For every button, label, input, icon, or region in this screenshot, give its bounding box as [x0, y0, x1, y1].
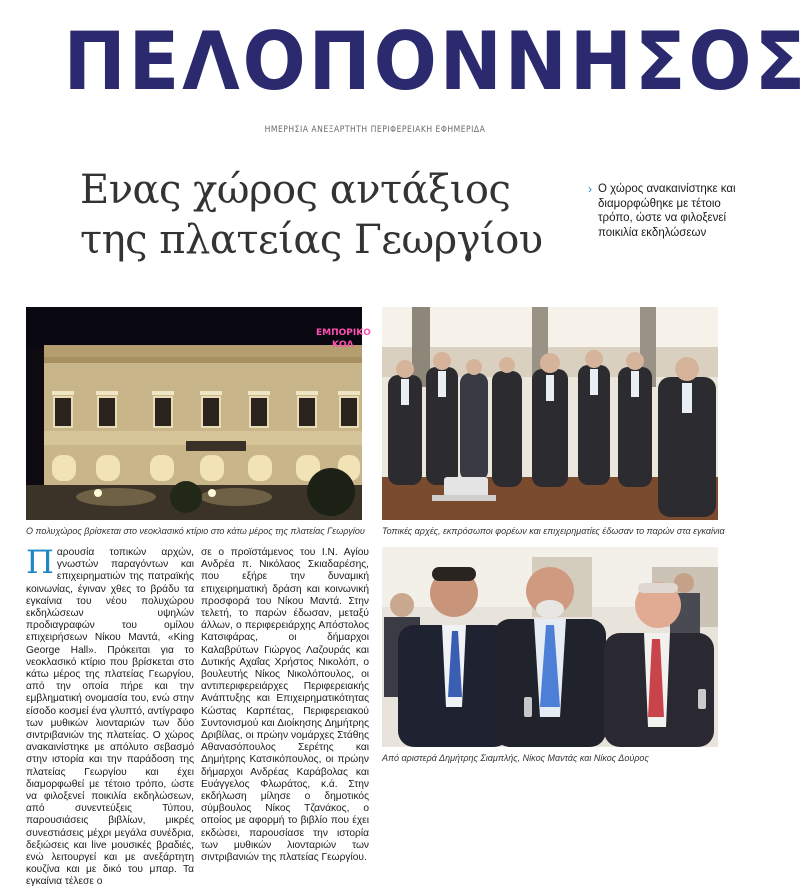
crowd-photo: [382, 307, 718, 520]
chevron-right-icon: ›: [588, 182, 592, 196]
portrait-photo: [382, 547, 718, 747]
crowd-illustration: [382, 307, 718, 520]
building-photo-caption: Ο πολυχώρος βρίσκεται στο νεοκλασικό κτίριο στο κάτω μέρος της πλατείας Γεωργίου: [26, 526, 365, 536]
neon-sign-line-1: ΕΜΠΟΡΙΚΟ: [316, 328, 371, 338]
newspaper-logo: ΠΕΛΟΠΟΝΝΗΣΟΣ: [63, 15, 808, 108]
article-body-column-2: σε ο προϊστάμενος του Ι.Ν. Αγίου Ανδρέα π. Νικόλαος Σκιαδαρέσης, που εξήρε την δυναμική επιχειρηματική δράση και κοινωνική προσφορά του Νίκου Μαντά. Στην τελετή, το παρών έδωσαν, μεταξύ άλλων, ο περιφερειάρχης Απόστολος Κατσιφάρας, οι δήμαρχοι Καλαβρύτων Γιώργος Λαζουράς και Δυτικής Αχαΐας Χρήστος Νικολόπ, ο βουλευτής Νίκος Νικολόπουλος, οι αντιπεριφερειάρχες Περιφερειακής Ανάπτυξης και Επιχειρηματικότητας Κώστας Καρπέτας, Περιφερειακού Συντονισμού και Διοίκησης Δημήτρης Δριβίλας, οι πρώην νομάρχες Στάθης Αθανασόπουλος Σερέτης και Δημήτρης Κατσικόπουλος, οι πρώην δήμαρχοι Ανδρέας Καράβολας και Ευάγγελος Φλωράτος, κ.ά. Στην εκδήλωση μίλησε ο δημοτικός σύμβουλος Νίκος Τζανάκος, ο οποίος με αφορμή το βιβλίο που έχει εκδώσει, παρουσίασε την ιστορία των μυθικών λιονταριών των σιντριβανιών της πλατείας Γεωργίου.: [201, 547, 369, 864]
neon-sign-line-2: ΚΟΛ: [332, 340, 354, 350]
masthead: [0, 0, 808, 150]
headline-line-2: της πλατείας Γεωργίου: [80, 217, 543, 263]
building-illustration: [26, 307, 371, 520]
newspaper-tagline: ΗΜΕΡΗΣΙΑ ΑΝΕΞΑΡΤΗΤΗ ΠΕΡΙΦΕΡΕΙΑΚΗ ΕΦΗΜΕΡΙΔΑ: [264, 125, 486, 135]
article-body-column-1: [26, 543, 194, 889]
building-photo: [26, 307, 371, 520]
pull-quote: [588, 182, 738, 240]
headline-line-1: Ενας χώρος αντάξιος: [80, 167, 511, 213]
crowd-photo-caption: Τοπικές αρχές, εκπρόσωποι φορέων και επιχειρηματίες έδωσαν το παρών στα εγκαίνια: [382, 526, 725, 536]
article-headline: [80, 165, 550, 265]
drop-cap: Π: [26, 543, 54, 581]
portrait-photo-caption: Από αριστερά Δημήτρης Σιαμπλής, Νίκος Μαντάς και Νίκος Δούρος: [382, 753, 649, 763]
article-body-text-1: αρουσία τοπικών αρχών, γνωστών παραγόντων και επιχειρηματιών της πατραϊκής κοινωνίας, έγιναν χθες το βράδυ τα εγκαίνια του νέου πολυχώρου εκδηλώσεων υψηλών προδιαγραφών του ομίλου επιχειρήσεων Νίκου Μαντά, «King George Hall». Πρόκειται για το νεοκλασικό κτίριο που βρίσκεται στο κάτω μέρος της πλατείας Γεωργίου, από την οποία πήρε και την εμβληματική ονομασία του, ενώ στην είσοδο κοσμεί ένα γλυπτό, αντίγραφο των μυθικών λιονταριών των δύο σιντριβανιών της πλατείας. Ο χώρος ανακαινίστηκε με απόλυτο σεβασμό στην ιστορία και την παράδοση της πλατείας Γεωργίου και έχει διαμορφωθεί με τέτοιο τρόπο, ώστε να φιλοξενεί ποικιλία εκδηλώσεων, από συνεντεύξεις Τύπου, παρουσιάσεις βιβλίων, μικρές συνεστιάσεις μέχρι μεγάλα συνέδρια, δεξιώσεις και live μουσικές βραδιές, ενώ λειτουργεί και με ανεξάρτητη κουζίνα και με δικό του μπαρ. Τα εγκαίνια τέλεσε ο: [26, 547, 194, 888]
portrait-illustration: [382, 547, 718, 747]
pull-quote-text: Ο χώρος ανακαινίστηκε και διαμορφώθηκε με τέτοιο τρόπο, ώστε να φιλοξενεί ποικιλία εκδηλώσεων: [598, 183, 736, 239]
